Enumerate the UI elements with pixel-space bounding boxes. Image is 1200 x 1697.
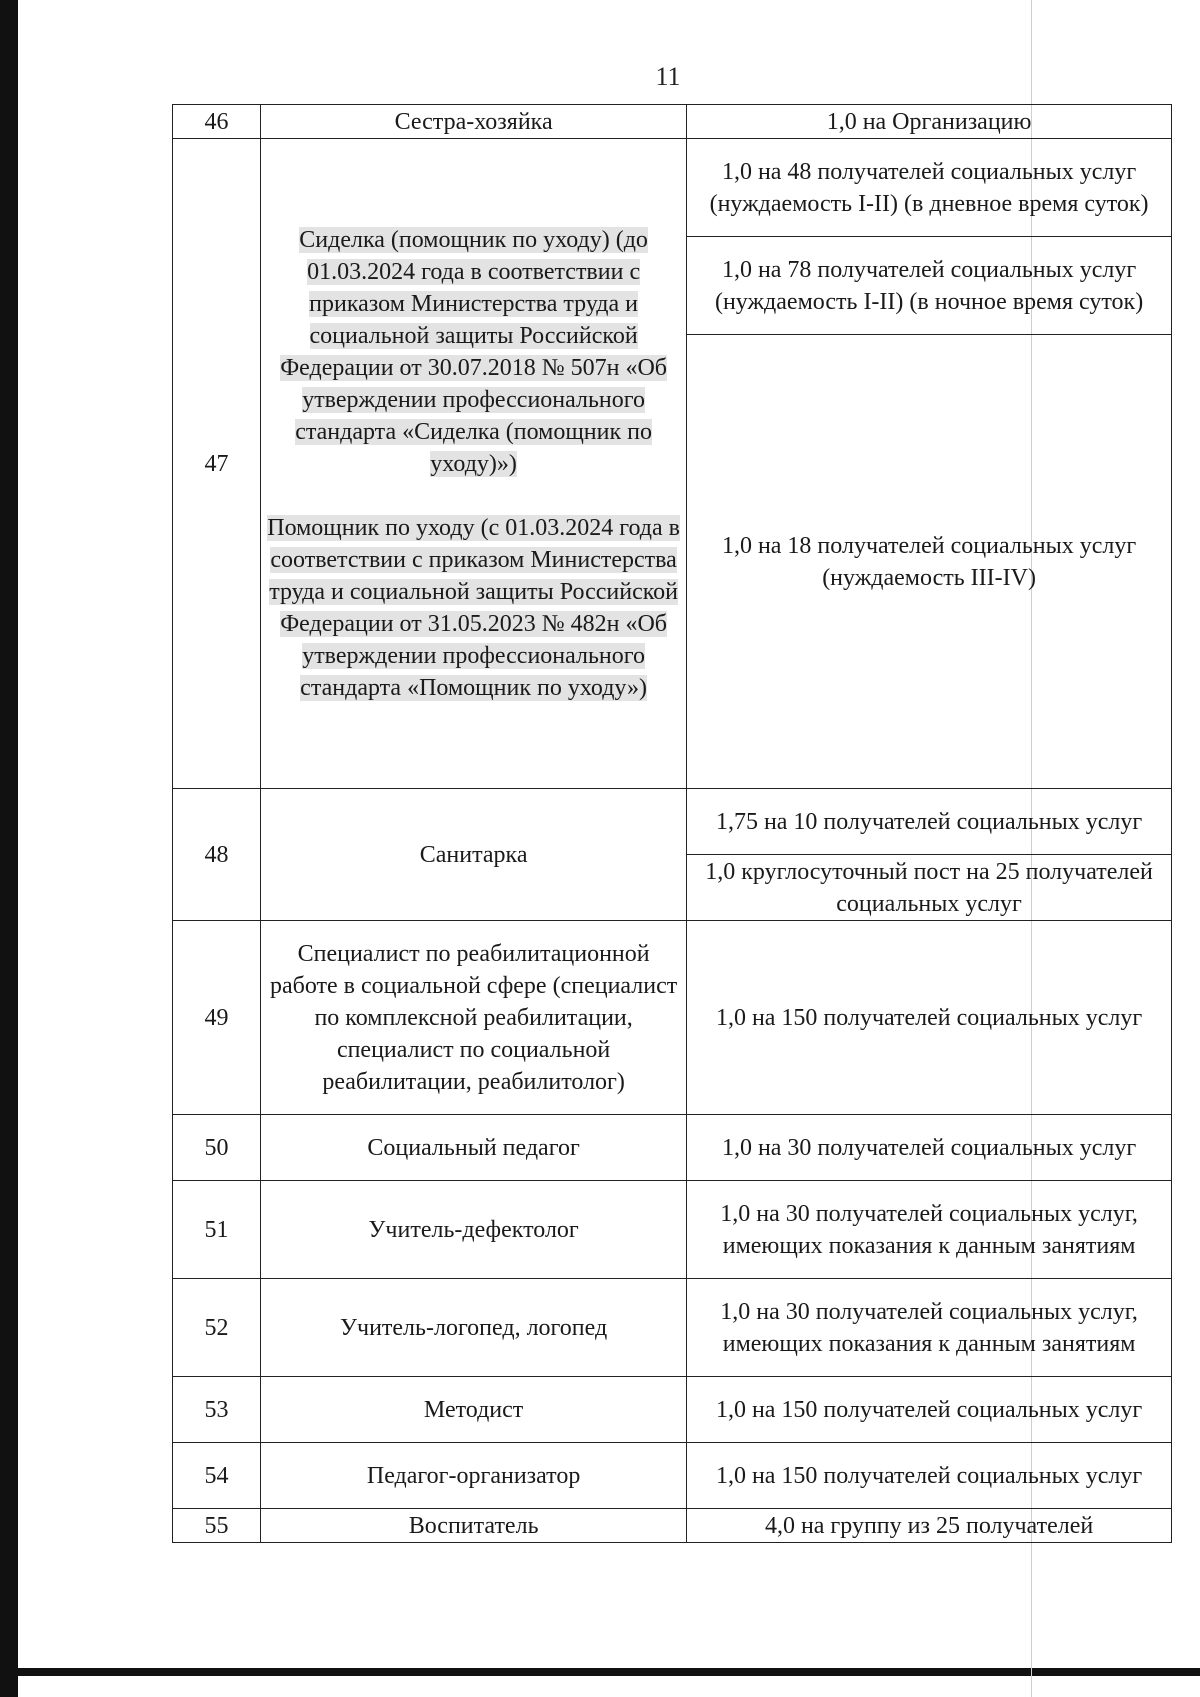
norm-cell: 1,0 на 30 получателей социальных услуг, имеющих показания к данным занятиям <box>687 1279 1172 1377</box>
row-number: 53 <box>173 1377 261 1443</box>
table-row <box>173 139 1172 237</box>
position-cell: Методист <box>261 1377 687 1443</box>
row-number: 50 <box>173 1115 261 1181</box>
position-cell: Учитель-дефектолог <box>261 1181 687 1279</box>
norm-cell: 1,0 на 78 получателей социальных услуг (нуждаемость I-II) (в ночное время суток) <box>687 237 1172 335</box>
table-row <box>173 789 1172 855</box>
row-number: 52 <box>173 1279 261 1377</box>
norm-cell: 1,0 на 150 получателей социальных услуг <box>687 1377 1172 1443</box>
table-row <box>173 1279 1172 1377</box>
position-cell: Педагог-организатор <box>261 1443 687 1509</box>
scan-border-left <box>0 0 18 1697</box>
norm-cell: 1,0 на 150 получателей социальных услуг <box>687 1443 1172 1509</box>
row-number: 49 <box>173 921 261 1115</box>
norm-cell: 1,0 на Организацию <box>687 105 1172 139</box>
position-cell: Специалист по реабилитационной работе в социальной сфере (специалист по комплексной реабилитации, специалист по социальной реабилитации, реабилитолог) <box>261 921 687 1115</box>
page-number: 11 <box>655 62 681 91</box>
norm-cell: 1,0 на 18 получателей социальных услуг (нуждаемость III-IV) <box>687 335 1172 789</box>
row-number: 54 <box>173 1443 261 1509</box>
norm-cell: 1,0 на 30 получателей социальных услуг <box>687 1115 1172 1181</box>
position-cell: Учитель-логопед, логопед <box>261 1279 687 1377</box>
norm-cell: 1,0 на 30 получателей социальных услуг, имеющих показания к данным занятиям <box>687 1181 1172 1279</box>
row-number: 48 <box>173 789 261 921</box>
row-number: 47 <box>173 139 261 789</box>
table-row <box>173 105 1172 139</box>
staffing-norms-table <box>172 104 1172 1543</box>
table-row <box>173 1509 1172 1543</box>
table-row <box>173 1377 1172 1443</box>
paragraph-gap <box>265 480 682 512</box>
norm-cell: 1,75 на 10 получателей социальных услуг <box>687 789 1172 855</box>
table-row <box>173 1181 1172 1279</box>
norm-cell: 1,0 на 150 получателей социальных услуг <box>687 921 1172 1115</box>
norm-cell: 4,0 на группу из 25 получателей <box>687 1509 1172 1543</box>
position-cell: Санитарка <box>261 789 687 921</box>
position-text-care-assistant: Помощник по уходу (с 01.03.2024 года в соответствии с приказом Министерства труда и социальной защиты Российской Федерации от 31.05.2023 № 482н «Об утверждении профессионального стандарта «Помощник по уходу») <box>267 514 680 701</box>
row-number: 55 <box>173 1509 261 1543</box>
position-cell: Воспитатель <box>261 1509 687 1543</box>
position-cell: Социальный педагог <box>261 1115 687 1181</box>
norm-cell: 1,0 на 48 получателей социальных услуг (нуждаемость I-II) (в дневное время суток) <box>687 139 1172 237</box>
row-number: 46 <box>173 105 261 139</box>
norm-cell: 1,0 круглосуточный пост на 25 получателей социальных услуг <box>687 855 1172 921</box>
position-cell <box>261 139 687 789</box>
position-text-caregiver: Сиделка (помощник по уходу) (до 01.03.2024 года в соответствии с приказом Министерства труда и социальной защиты Российской Федерации от 30.07.2018 № 507н «Об утверждении профессионального стандарта «Сиделка (помощник по уходу)») <box>280 226 667 477</box>
row-number: 51 <box>173 1181 261 1279</box>
table-row <box>173 1443 1172 1509</box>
table-row <box>173 1115 1172 1181</box>
table-row <box>173 921 1172 1115</box>
position-cell: Сестра-хозяйка <box>261 105 687 139</box>
scan-border-bottom <box>0 1668 1200 1676</box>
